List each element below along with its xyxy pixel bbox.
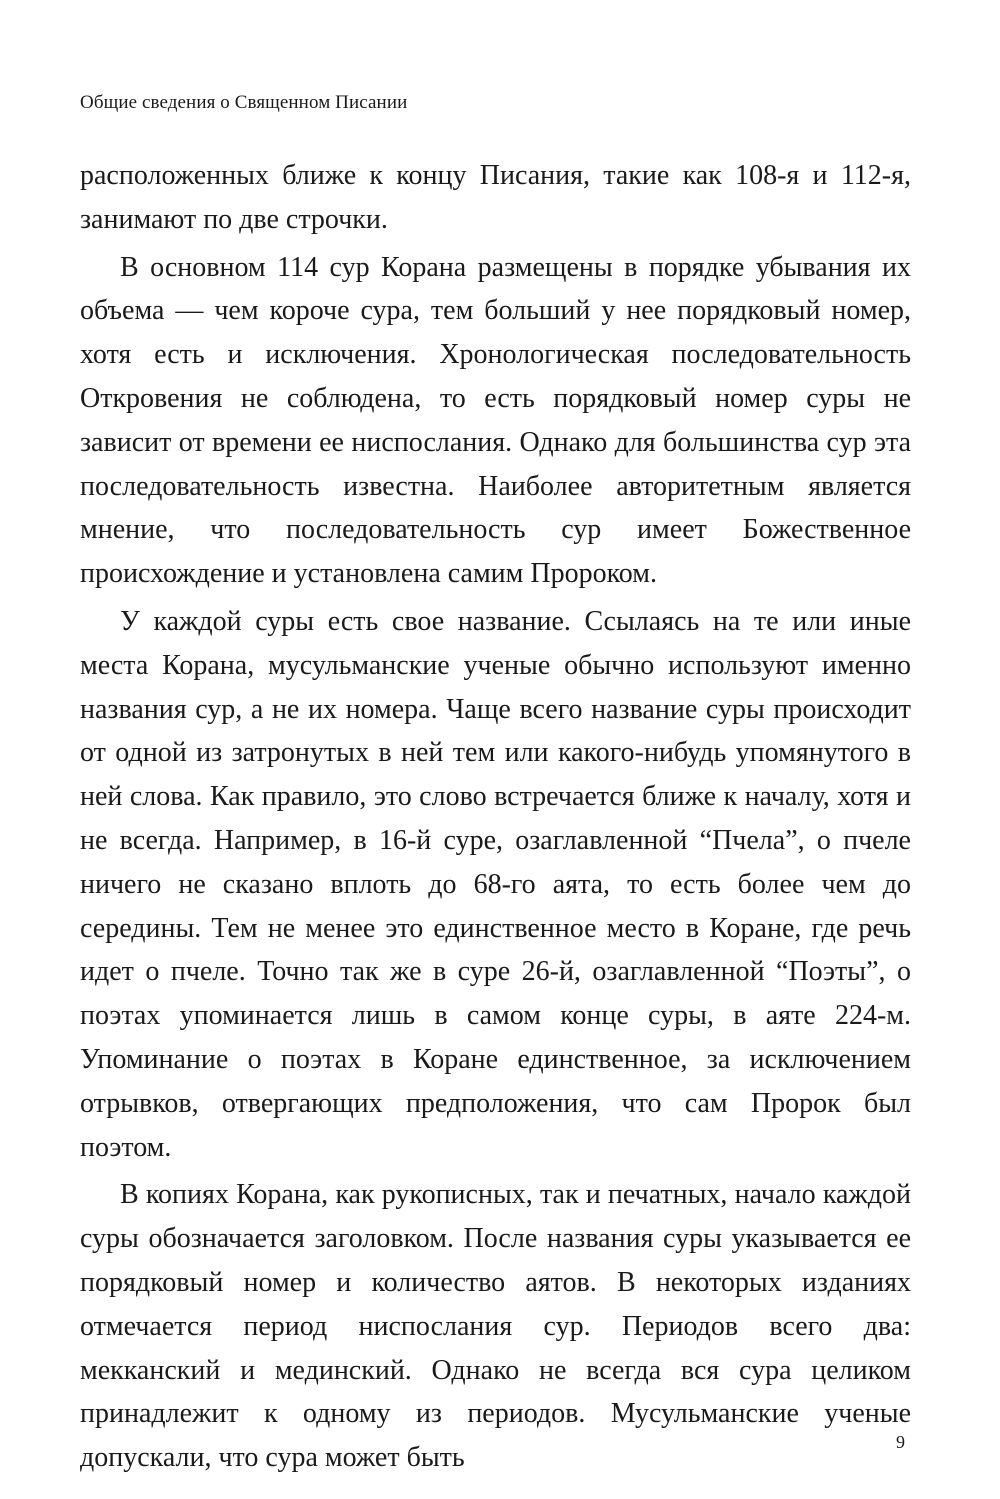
paragraph: У каждой суры есть свое название. Ссылаясь на те или иные места Корана, мусульманские ученые обычно используют именно названия сур, а не их номера. Чаще всего название суры происходит от одной из затронутых в ней тем или какого-нибудь упомянутого в ней слова. Как правило, это слово встречается ближе к началу, хотя и не всегда. Например, в 16-й суре, озаглавленной “Пчела”, о пчеле ничего не сказано вплоть до 68-го аята, то есть более чем до середины. Тем не менее это единственное место в Коране, где речь идет о пчеле. Точно так же в суре 26-й, озаглавленной “Поэты”, о поэтах упоминается лишь в самом конце суры, в аяте 224-м. Упоминание о поэтах в Коране единственное, за исключением отрывков, отвергающих предположения, что сам Пророк был поэтом. bbox=[80, 605, 911, 1163]
page-number: 9 bbox=[896, 1432, 905, 1452]
paragraph: В копиях Корана, как рукописных, так и печатных, начало каждой суры обозначается заголовком. После названия суры указывается ее порядковый номер и количество аятов. В некоторых изданиях отмечается период ниспослания сур. Периодов всего два: мекканский и мединский. Однако не всегда вся сура целиком принадлежит к одному из периодов. Мусульманские ученые допускали, что сура может быть bbox=[80, 1179, 911, 1474]
body-text bbox=[80, 154, 911, 1484]
paragraph: В основном 114 сур Корана размещены в порядке убывания их объема — чем короче сура, тем больший у нее порядковый номер, хотя есть и исключения. Хронологическая последовательность Откровения не соблюдена, то есть порядковый номер суры не зависит от времени ее ниспослания. Однако для большинства сур эта последовательность известна. Наиболее авторитетным является мнение, что последовательность сур имеет Божественное происхождение и установлена самим Пророком. bbox=[80, 251, 911, 590]
paragraph-continuation: расположенных ближе к концу Писания, такие как 108-я и 112-я, занимают по две строчки. bbox=[80, 160, 911, 235]
running-header: Общие сведения о Священном Писании bbox=[80, 92, 408, 113]
